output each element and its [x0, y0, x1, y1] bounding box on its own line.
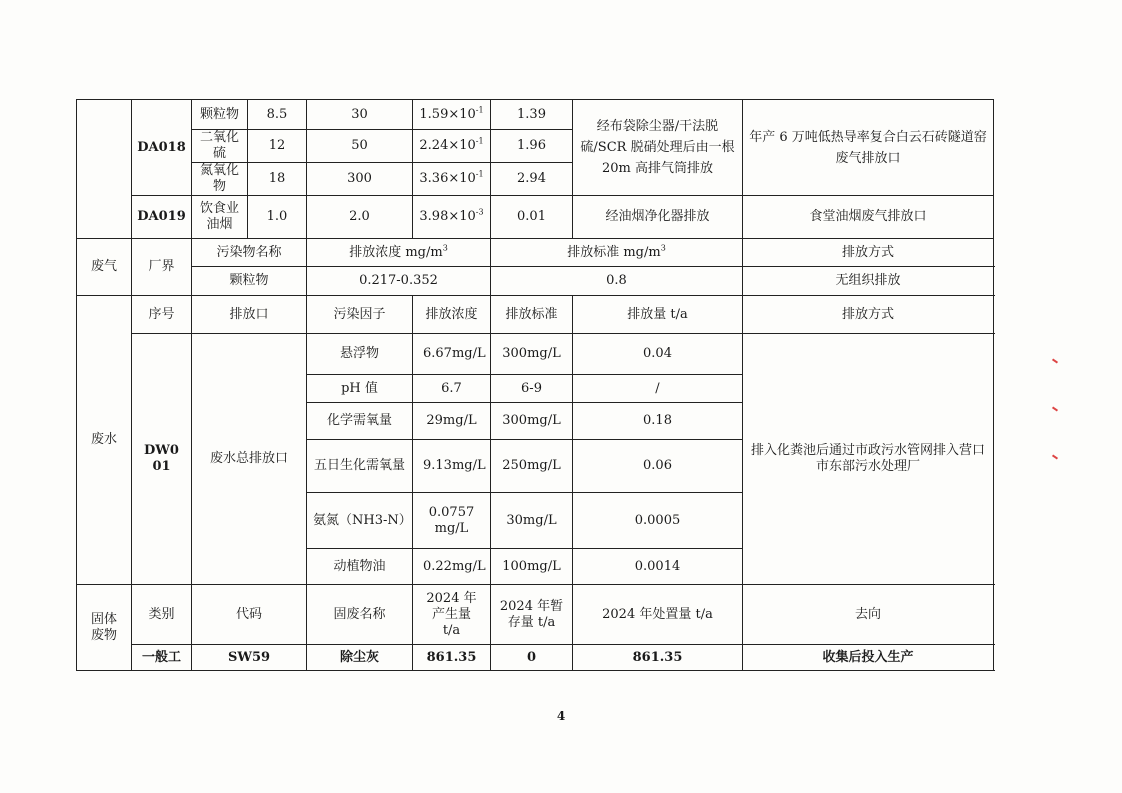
column-header: 排放标准 $mg/m^3$ — [491, 239, 743, 267]
pollutant-name: 饮食业油烟 — [192, 196, 248, 239]
emission-concentration: 9.13mg/L — [413, 440, 491, 493]
emission-amount: 0.01 — [491, 196, 573, 239]
table-row — [77, 645, 994, 671]
pollutant-factor: 氨氮（NH3-N） — [307, 493, 413, 549]
pollutant-name: 颗粒物 — [192, 100, 248, 130]
emission-amount: 0.04 — [573, 334, 743, 375]
emission-concentration: 29mg/L — [413, 403, 491, 440]
emission-standard: 30 — [307, 100, 413, 130]
scan-marks — [1052, 360, 1062, 504]
emission-rate: $3.98\times 10^{-3}$ — [413, 196, 491, 239]
table-row — [77, 100, 994, 130]
column-header: 序号 — [132, 296, 192, 334]
pollutant-factor: 动植物油 — [307, 549, 413, 585]
waste-generated: 861.35 — [413, 645, 491, 671]
column-header: 排放方式 — [743, 239, 994, 267]
emission-standard: 50 — [307, 130, 413, 163]
pollutant-name: 氮氧化物 — [192, 163, 248, 196]
emission-amount: 1.96 — [491, 130, 573, 163]
waste-name: 除尘灰 — [307, 645, 413, 671]
outlet-description: 年产 6 万吨低热导率复合白云石砖隧道窑废气排放口 — [743, 100, 994, 196]
emission-amount: 0.0005 — [573, 493, 743, 549]
emission-concentration: 12 — [248, 130, 307, 163]
emission-standard: 300 — [307, 163, 413, 196]
emission-standard: 0.8 — [491, 267, 743, 296]
emission-rate: $3.36\times 10^{-1}$ — [413, 163, 491, 196]
pollutant-name: 二氧化硫 — [192, 130, 248, 163]
emission-standard: 300mg/L — [491, 403, 573, 440]
outlet-name: 废水总排放口 — [192, 334, 307, 585]
emission-amount: 0.18 — [573, 403, 743, 440]
outlet-code: DA019 — [132, 196, 192, 239]
emission-concentration: 0.0757 mg/L — [413, 493, 491, 549]
air-section-upper-cell — [77, 100, 132, 239]
column-header: 排放量 t/a — [573, 296, 743, 334]
waste-category: 一般工 — [132, 645, 192, 671]
table-row — [77, 267, 994, 296]
column-header: 排放浓度 $mg/m^3$ — [307, 239, 491, 267]
waste-destination: 收集后投入生产 — [743, 645, 994, 671]
column-header: 排放浓度 — [413, 296, 491, 334]
emission-concentration: 8.5 — [248, 100, 307, 130]
outlet-code: DW001 — [132, 334, 192, 585]
scan-mark — [1052, 406, 1058, 411]
boundary-label: 厂界 — [132, 239, 192, 296]
column-header: 排放口 — [192, 296, 307, 334]
column-header: 代码 — [192, 585, 307, 645]
emission-amount: 1.39 — [491, 100, 573, 130]
column-header: 污染因子 — [307, 296, 413, 334]
table-row — [77, 334, 994, 375]
emissions-table — [76, 99, 994, 671]
emission-standard: 300mg/L — [491, 334, 573, 375]
table-row — [77, 585, 994, 645]
column-header: 排放标准 — [491, 296, 573, 334]
column-header: 固废名称 — [307, 585, 413, 645]
emission-concentration: 0.22mg/L — [413, 549, 491, 585]
emission-concentration: 18 — [248, 163, 307, 196]
pollutant-name: 颗粒物 — [192, 267, 307, 296]
emission-amount: 2.94 — [491, 163, 573, 196]
table-row — [77, 239, 994, 267]
waste-stored: 0 — [491, 645, 573, 671]
outlet-code: DA018 — [132, 100, 192, 196]
scan-mark — [1052, 454, 1058, 459]
column-header: 排放方式 — [743, 296, 994, 334]
column-header: 2024 年暂存量 t/a — [491, 585, 573, 645]
emission-concentration: 6.7 — [413, 375, 491, 403]
pollutant-factor: pH 值 — [307, 375, 413, 403]
emission-standard: 6-9 — [491, 375, 573, 403]
column-header: 2024 年处置量 t/a — [573, 585, 743, 645]
section-label-solid: 固体废物 — [77, 585, 132, 671]
treatment-method: 经油烟净化器排放 — [573, 196, 743, 239]
treatment-method: 经布袋除尘器/干法脱硫/SCR 脱硝处理后由一根 20m 高排气筒排放 — [573, 100, 743, 196]
pollutant-factor: 化学需氧量 — [307, 403, 413, 440]
pollutant-factor: 五日生化需氧量 — [307, 440, 413, 493]
emission-amount: / — [573, 375, 743, 403]
emission-rate: $1.59\times 10^{-1}$ — [413, 100, 491, 130]
emission-concentration: 0.217-0.352 — [307, 267, 491, 296]
section-label-water: 废水 — [77, 296, 132, 585]
table-row — [77, 296, 994, 334]
emission-concentration: 1.0 — [248, 196, 307, 239]
emission-standard: 100mg/L — [491, 549, 573, 585]
emission-amount: 0.0014 — [573, 549, 743, 585]
scan-mark — [1052, 358, 1058, 363]
emission-standard: 30mg/L — [491, 493, 573, 549]
column-header: 2024 年产生量 t/a — [413, 585, 491, 645]
page-number: 4 — [556, 709, 566, 723]
emission-amount: 0.06 — [573, 440, 743, 493]
column-header: 去向 — [743, 585, 994, 645]
emission-method: 无组织排放 — [743, 267, 994, 296]
column-header: 类别 — [132, 585, 192, 645]
waste-code: SW59 — [192, 645, 307, 671]
outlet-description: 食堂油烟废气排放口 — [743, 196, 994, 239]
emission-rate: $2.24\times 10^{-1}$ — [413, 130, 491, 163]
emission-standard: 2.0 — [307, 196, 413, 239]
table-row — [77, 196, 994, 239]
discharge-method: 排入化粪池后通过市政污水管网排入营口市东部污水处理厂 — [743, 334, 994, 585]
column-header: 污染物名称 — [192, 239, 307, 267]
emission-concentration: 6.67mg/L — [413, 334, 491, 375]
pollutant-factor: 悬浮物 — [307, 334, 413, 375]
emission-standard: 250mg/L — [491, 440, 573, 493]
waste-disposed: 861.35 — [573, 645, 743, 671]
section-label-air: 废气 — [77, 239, 132, 296]
